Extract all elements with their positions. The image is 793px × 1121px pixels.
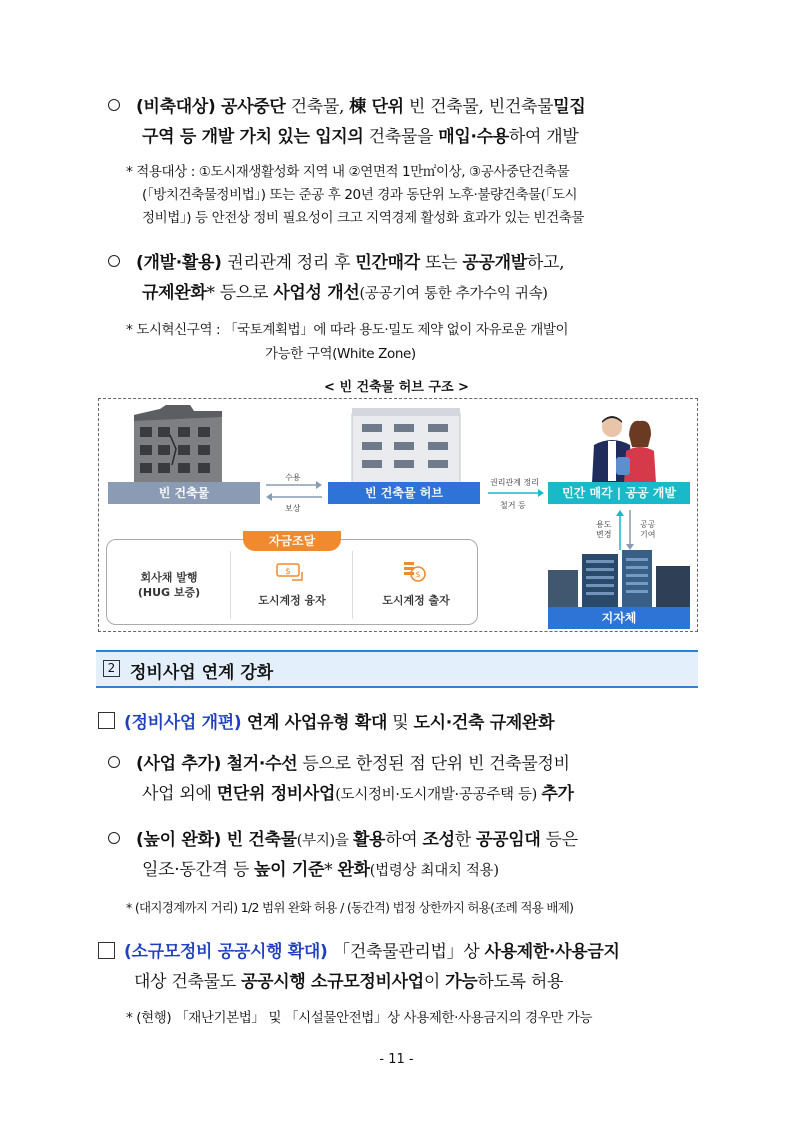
- text-run: 구역 등 개발 가치 있는 입지의: [142, 127, 364, 147]
- arrow-right-icon: [488, 489, 544, 497]
- bond-label: 회사채 발행 (HUG 보증): [137, 571, 201, 599]
- checkbox-square: [98, 942, 115, 959]
- note1-line1: * 적용대상 : ①도시재생활성화 지역 내 ②연면적 1만㎡이상, ③공사중단건축물: [126, 164, 570, 180]
- text-run: (비축대상): [136, 97, 222, 117]
- note1-line3: 정비법」) 등 안전상 정비 필요성이 크고 지역경제 활성화 효과가 있는 빈건축물: [142, 210, 584, 226]
- text-run: 棟 단위: [349, 97, 404, 117]
- item1-line: [124, 708, 554, 733]
- text-run: 매입·수용: [438, 127, 509, 147]
- note2-line2: 가능한 구역(White Zone): [265, 346, 416, 362]
- divider: [230, 551, 231, 619]
- text-run: 건축물을: [363, 127, 439, 147]
- text-run: (높이 완화): [136, 830, 227, 850]
- text-run: (법령상 최대치 적용): [369, 863, 499, 879]
- text-run: 규제완화: [142, 283, 207, 303]
- item2-line1: [124, 937, 620, 962]
- page-number: - 11 -: [379, 1052, 414, 1067]
- bullet4-line1: [136, 825, 578, 850]
- arrow-rights-label: 권리관계 정리: [490, 478, 539, 487]
- bullet3-line2: [142, 779, 574, 804]
- svg-text:$: $: [285, 567, 291, 577]
- text-run: * 등으로: [206, 283, 274, 303]
- use-change-label: 용도 변경: [596, 520, 612, 539]
- text-run: 완화: [337, 860, 370, 880]
- text-run: 도시·건축 규제완화: [413, 713, 555, 733]
- text-run: (정비사업 개편): [124, 713, 247, 733]
- private-public-label: 민간 매각 | 공공 개발: [548, 482, 690, 504]
- text-run: 활용: [352, 830, 386, 850]
- bullet-circle: [108, 756, 120, 768]
- text-run: (사업 추가): [136, 754, 227, 774]
- public-contrib-label: 공공 기여: [640, 520, 656, 539]
- text-run: 하여: [385, 830, 423, 850]
- bullet1-line1: [136, 92, 585, 117]
- text-run: (부지)을: [296, 833, 353, 849]
- text-run: 권리관계 정리 후: [227, 253, 356, 273]
- loan-icon: [276, 562, 304, 582]
- text-run: 공공개발: [462, 253, 527, 273]
- text-run: (공공기여 통한 추가수익 귀속): [359, 286, 548, 302]
- bullet-circle: [108, 832, 120, 844]
- text-run: 대상 건축물도: [134, 972, 241, 992]
- empty-building-label: 빈 건축물: [108, 482, 260, 504]
- text-run: 하고,: [526, 253, 565, 273]
- text-run: 건축물,: [285, 97, 350, 117]
- empty-building-illustration: [130, 405, 226, 483]
- note4: * (현행) 「재난기본법」 및 「시설물안전법」상 사용제한·사용금지의 경우만 가능: [126, 1010, 593, 1026]
- text-run: 조성: [422, 830, 455, 850]
- people-illustration: [582, 413, 666, 483]
- bullet4-line2: [142, 855, 499, 880]
- text-run: 연계 사업유형 확대: [246, 713, 388, 733]
- bullet3-line1: [136, 749, 570, 774]
- text-run: 공공시행 소규모정비사업: [240, 972, 424, 992]
- text-run: 가능: [445, 972, 478, 992]
- funding-title: 자금조달: [243, 531, 341, 551]
- text-run: (소규모정비 공공시행 확대): [124, 942, 334, 962]
- invest-label: 도시계정 출자: [382, 594, 450, 607]
- text-run: 한: [454, 830, 477, 850]
- text-run: 하도록 허용: [477, 972, 564, 992]
- bullet2-line1: [136, 248, 564, 273]
- text-run: 공사중단: [221, 97, 286, 117]
- text-run: 면단위 정비사업: [216, 784, 336, 804]
- text-run: 빈 건축물: [226, 830, 297, 850]
- text-run: 사용제한·사용금지: [484, 942, 620, 962]
- svg-text:$: $: [415, 570, 421, 579]
- note2-line1: * 도시혁신구역 : 「국토계획법」에 따라 용도·밀도 제약 없이 자유로운 개발이: [126, 322, 569, 338]
- text-run: 「건축물관리법」상: [333, 942, 485, 962]
- text-run: 및: [387, 713, 414, 733]
- text-run: 철거·수선: [226, 754, 298, 774]
- bullet-circle: [108, 255, 120, 267]
- arrow-left-icon: [266, 493, 322, 501]
- text-run: 공공임대: [476, 830, 541, 850]
- text-run: 사업성 개선: [273, 283, 360, 303]
- text-run: 추가: [541, 784, 574, 804]
- section2-number: 2: [103, 660, 120, 677]
- text-run: 사업 외에: [142, 784, 217, 804]
- coins-icon: [402, 559, 428, 583]
- text-run: 빈 건축물, 빈건축물: [403, 97, 554, 117]
- item2-line2: [134, 967, 563, 992]
- hub-label: 빈 건축물 허브: [328, 482, 480, 504]
- arrow-up-icon: [616, 510, 624, 550]
- local-gov-label: 지자체: [548, 607, 690, 629]
- section2-title: 정비사업 연계 강화: [130, 663, 274, 683]
- arrow-demolish-label: 철거 등: [500, 501, 526, 510]
- text-run: 등은: [540, 830, 578, 850]
- text-run: 또는: [419, 253, 463, 273]
- arrow-compensate-label: 보상: [285, 504, 301, 513]
- divider: [352, 551, 353, 619]
- arrow-right-icon: [266, 481, 322, 489]
- text-run: *: [324, 860, 338, 880]
- bullet1-line2: [142, 122, 579, 147]
- note3: * (대지경계까지 거리) 1/2 범위 완화 허용 / (동간격) 법정 상한까지 허용(조례 적용 배제): [126, 900, 574, 915]
- diagram-caption: < 빈 건축물 허브 구조 >: [324, 380, 469, 395]
- bullet-circle: [108, 99, 120, 111]
- hub-building-illustration: [348, 408, 464, 483]
- arrow-down-icon: [626, 510, 634, 550]
- arrow-acquire-label: 수용: [285, 473, 301, 482]
- text-run: (개발·활용): [136, 253, 228, 273]
- bullet2-line2: [142, 278, 548, 303]
- text-run: 높이 기준: [254, 860, 325, 880]
- note1-line2: (「방치건축물정비법」) 또는 준공 후 20년 경과 동단위 노후·불량건축물(「도시: [142, 187, 578, 203]
- loan-label: 도시계정 융자: [258, 594, 326, 607]
- text-run: (도시정비·도시개발·공공주택 등): [335, 787, 542, 803]
- checkbox-square: [98, 712, 115, 729]
- text-run: 일조·동간격 등: [142, 860, 255, 880]
- city-skyline-illustration: [548, 550, 690, 608]
- text-run: 밀집: [553, 97, 586, 117]
- text-run: 민간매각: [355, 253, 420, 273]
- text-run: 하여 개발: [508, 127, 579, 147]
- text-run: 등으로 한정된 점 단위 빈 건축물정비: [297, 754, 570, 774]
- text-run: 이: [423, 972, 446, 992]
